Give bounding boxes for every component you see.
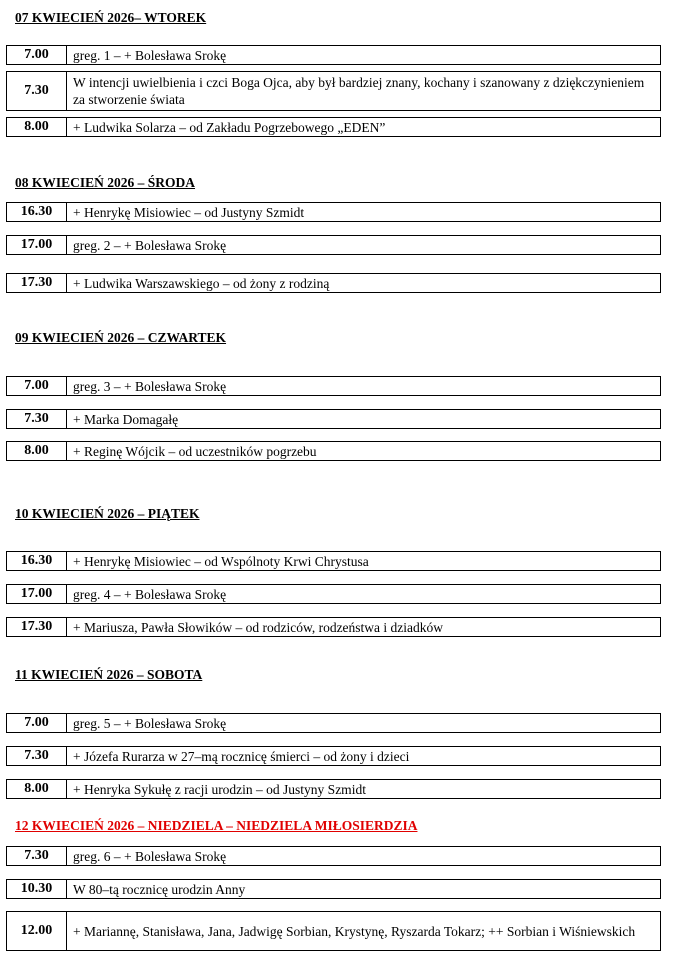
- mass-time: 17.00: [7, 236, 67, 254]
- mass-intention: + Ludwika Solarza – od Zakładu Pogrzebowego „EDEN”: [73, 119, 386, 135]
- mass-intention: + Reginę Wójcik – od uczestników pogrzebu: [73, 443, 317, 459]
- mass-time: 17.30: [7, 274, 67, 292]
- mass-time: 7.30: [7, 847, 67, 865]
- mass-time: 8.00: [7, 442, 67, 460]
- mass-intention: greg. 5 – + Bolesława Srokę: [73, 715, 227, 731]
- mass-row: [6, 551, 661, 571]
- mass-intention: + Józefa Rurarza w 27–mą rocznicę śmierci – od żony i dzieci: [73, 748, 410, 764]
- mass-row: [6, 202, 661, 222]
- mass-intention: + Henryka Sykułę z racji urodzin – od Justyny Szmidt: [73, 781, 366, 797]
- mass-time: 7.30: [7, 747, 67, 765]
- mass-intention: W 80–tą rocznicę urodzin Anny: [73, 881, 246, 897]
- mass-row: [6, 746, 661, 766]
- mass-row: [6, 441, 661, 461]
- mass-time: 16.30: [7, 203, 67, 221]
- mass-intention: greg. 1 – + Bolesława Srokę: [73, 47, 227, 63]
- mass-time: 10.30: [7, 880, 67, 898]
- mass-intention: + Henrykę Misiowiec – od Justyny Szmidt: [73, 204, 305, 220]
- mass-row: [6, 584, 661, 604]
- mass-intention: + Mariusza, Pawła Słowików – od rodziców, rodzeństwa i dziadków: [73, 619, 444, 635]
- mass-time: 17.00: [7, 585, 67, 603]
- mass-time: 7.30: [7, 72, 67, 110]
- mass-row: [6, 117, 661, 137]
- mass-row: [6, 713, 661, 733]
- mass-time: 8.00: [7, 118, 67, 136]
- mass-time: 16.30: [7, 552, 67, 570]
- day-heading: 10 KWIECIEŃ 2026 – PIĄTEK: [15, 506, 200, 521]
- mass-intention: greg. 4 – + Bolesława Srokę: [73, 586, 227, 602]
- mass-intention: + Marka Domagałę: [73, 411, 179, 427]
- mass-row: [6, 846, 661, 866]
- mass-time: 17.30: [7, 618, 67, 636]
- day-heading: 09 KWIECIEŃ 2026 – CZWARTEK: [15, 330, 227, 345]
- mass-time: 7.30: [7, 410, 67, 428]
- mass-row: [6, 617, 661, 637]
- day-heading: 07 KWIECIEŃ 2026– WTOREK: [15, 10, 207, 25]
- day-heading-sunday: 12 KWIECIEŃ 2026 – NIEDZIELA – NIEDZIELA MIŁOSIERDZIA: [15, 818, 418, 833]
- mass-time: 12.00: [7, 912, 67, 950]
- mass-row: [6, 45, 661, 65]
- mass-intention: + Ludwika Warszawskiego – od żony z rodziną: [73, 275, 330, 291]
- mass-row: [6, 71, 661, 111]
- mass-row: [6, 779, 661, 799]
- mass-intention: W intencji uwielbienia i czci Boga Ojca, aby był bardziej znany, kochany i szanowany z dziękczynieniem za stworzenie świata: [73, 75, 645, 107]
- day-heading: 08 KWIECIEŃ 2026 – ŚRODA: [15, 175, 196, 190]
- mass-intention: + Mariannę, Stanisława, Jana, Jadwigę Sorbian, Krystynę, Ryszarda Tokarz; ++ Sorbian i Wiśniewskich: [73, 923, 636, 939]
- mass-time: 7.00: [7, 46, 67, 64]
- mass-row: [6, 879, 661, 899]
- mass-row: [6, 911, 661, 951]
- day-heading: 11 KWIECIEŃ 2026 – SOBOTA: [15, 667, 203, 682]
- mass-time: 8.00: [7, 780, 67, 798]
- mass-intention: greg. 6 – + Bolesława Srokę: [73, 848, 227, 864]
- mass-intention: greg. 3 – + Bolesława Srokę: [73, 378, 227, 394]
- mass-row: [6, 409, 661, 429]
- mass-row: [6, 235, 661, 255]
- mass-time: 7.00: [7, 377, 67, 395]
- mass-row: [6, 376, 661, 396]
- mass-intention: greg. 2 – + Bolesława Srokę: [73, 237, 227, 253]
- mass-intention: + Henrykę Misiowiec – od Wspólnoty Krwi Chrystusa: [73, 553, 369, 569]
- mass-time: 7.00: [7, 714, 67, 732]
- mass-row: [6, 273, 661, 293]
